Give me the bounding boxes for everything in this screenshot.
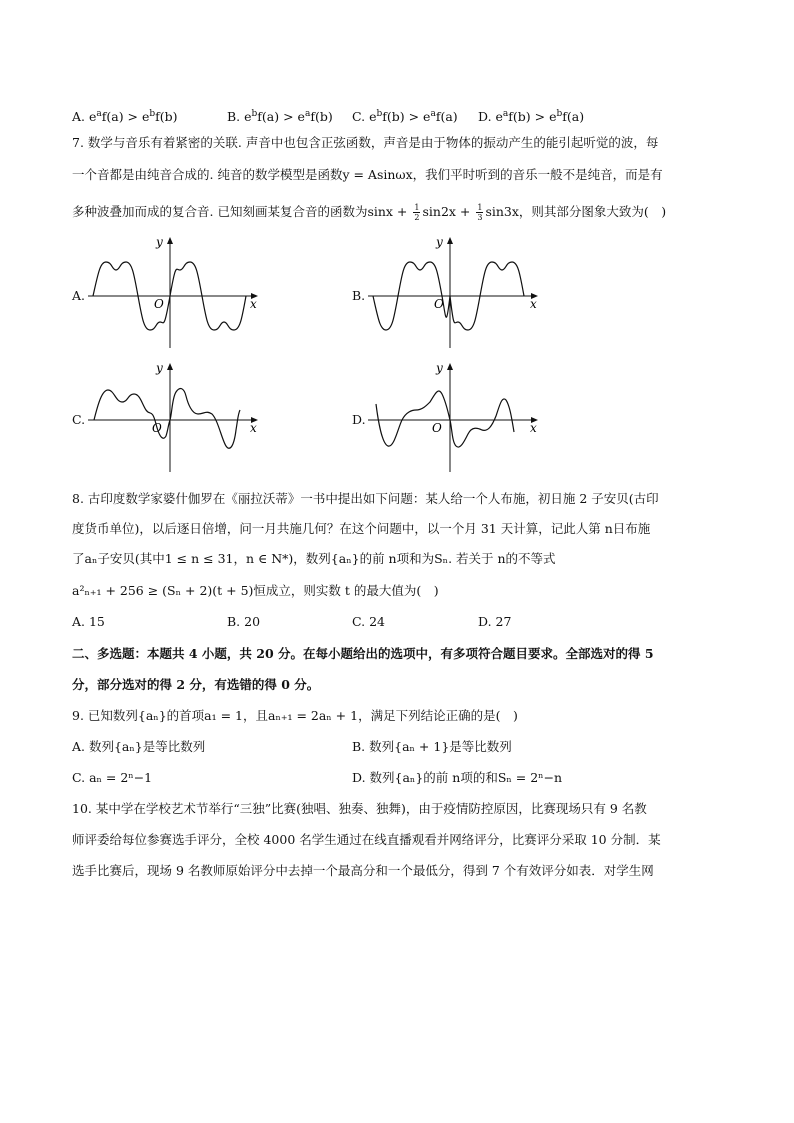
- q10-line-2: 师评委给每位参赛选手评分，全校 4000 名学生通过在线直播观看并网络评分，比赛评分采取 10 分制．某: [72, 832, 661, 847]
- q10-line-1: 10. 某中学在学校艺术节举行“三独”比赛(独唱、独奏、独舞)，由于疫情防控原因，比赛现场只有 9 名教: [72, 801, 647, 816]
- q6-option-b: B. $e^bf(a) > e^af(b)$: [227, 109, 333, 125]
- graph-c: [88, 360, 268, 476]
- axis-label-x: x: [530, 297, 537, 311]
- section-2-heading-line-2: 分，部分选对的得 2 分，有选错的得 0 分。: [72, 677, 320, 692]
- origin-label: O: [432, 421, 442, 435]
- q8-line-2: 度货币单位)，以后逐日倍增，问一月共施几何？在这个问题中，以一个月 31 天计算，记此人第 n日布施: [72, 521, 651, 536]
- q10-line-3: 选手比赛后，现场 9 名教师原始评分中去掉一个最高分和一个最低分，得到 7 个有效评分如表．对学生网: [72, 863, 654, 878]
- q9-option-a: A. 数列{aₙ}是等比数列: [72, 739, 206, 754]
- q9-option-b: B. 数列{aₙ + 1}是等比数列: [352, 739, 512, 754]
- fraction-one-half: $\frac{1}{2}$: [414, 203, 420, 222]
- graph-label-b: B.: [352, 288, 366, 303]
- graph-label-c: C.: [72, 412, 86, 427]
- graph-label-d: D.: [352, 412, 366, 427]
- graph-b: [368, 234, 548, 350]
- q9-option-d: D. 数列{aₙ}的前 n项的和Sₙ = 2ⁿ−n: [352, 770, 563, 785]
- q8-option-d: D. 27: [478, 614, 512, 629]
- q7-line-1: 7. 数学与音乐有着紧密的关联. 声音中也包含正弦函数，声音是由于物体的振动产生的能引起听觉的波，每: [72, 135, 659, 150]
- q9-stem: 9. 已知数列{aₙ}的首项a₁ = 1，且aₙ₊₁ = 2aₙ + 1，满足下列结论正确的是( ): [72, 708, 518, 723]
- q6-option-c: C. $e^bf(b) > e^af(a)$: [352, 109, 458, 125]
- q8-line-3: 了aₙ子安贝(其中1 ≤ n ≤ 31，n ∈ N*)，数列{aₙ}的前 n项和为Sₙ. 若关于 n的不等式: [72, 551, 556, 566]
- origin-label: O: [434, 297, 444, 311]
- axis-label-x: x: [530, 421, 537, 435]
- q8-line-4: a²ₙ₊₁ + 256 ≥ (Sₙ + 2)(t + 5)恒成立，则实数 t 的最大值为( ): [72, 583, 439, 598]
- axis-label-y: y: [156, 361, 163, 375]
- q8-option-b: B. 20: [227, 614, 261, 629]
- origin-label: O: [154, 297, 164, 311]
- axis-label-y: y: [156, 235, 163, 249]
- graph-d: [368, 360, 548, 476]
- axis-label-x: x: [250, 421, 257, 435]
- axis-label-x: x: [250, 297, 257, 311]
- q6-option-d: D. $e^af(b) > e^bf(a)$: [478, 109, 585, 125]
- graph-label-a: A.: [72, 288, 86, 303]
- fraction-one-third: $\frac{1}{3}$: [477, 203, 483, 222]
- q7-line-3: 多种波叠加而成的复合音. 已知刻画某复合音的函数为sinx + $\frac{1}{2}$ sin2x + $\frac{1}{3}$ sin3x，则其部分图象大致为( ): [72, 203, 667, 222]
- axis-label-y: y: [436, 235, 443, 249]
- q8-option-a: A. 15: [72, 614, 105, 629]
- graph-a: [88, 234, 268, 350]
- axis-label-y: y: [436, 361, 443, 375]
- section-2-heading-line-1: 二、多选题：本题共 4 小题，共 20 分。在每小题给出的选项中，有多项符合题目要求。全部选对的得 5: [72, 646, 654, 661]
- q6-option-a: A. $e^af(a) > e^bf(b)$: [72, 109, 178, 125]
- q9-option-c: C. aₙ = 2ⁿ−1: [72, 770, 153, 785]
- curve-c: [94, 389, 240, 449]
- q8-line-1: 8. 古印度数学家婆什伽罗在《丽拉沃蒂》一书中提出如下问题：某人给一个人布施，初日施 2 子安贝(古印: [72, 491, 659, 506]
- curve-d: [376, 391, 514, 447]
- q7-line-2: 一个音都是由纯音合成的. 纯音的数学模型是函数y = Asinωx，我们平时听到的音乐一般不是纯音，而是有: [72, 167, 663, 182]
- origin-label: O: [152, 421, 162, 435]
- q8-option-c: C. 24: [352, 614, 385, 629]
